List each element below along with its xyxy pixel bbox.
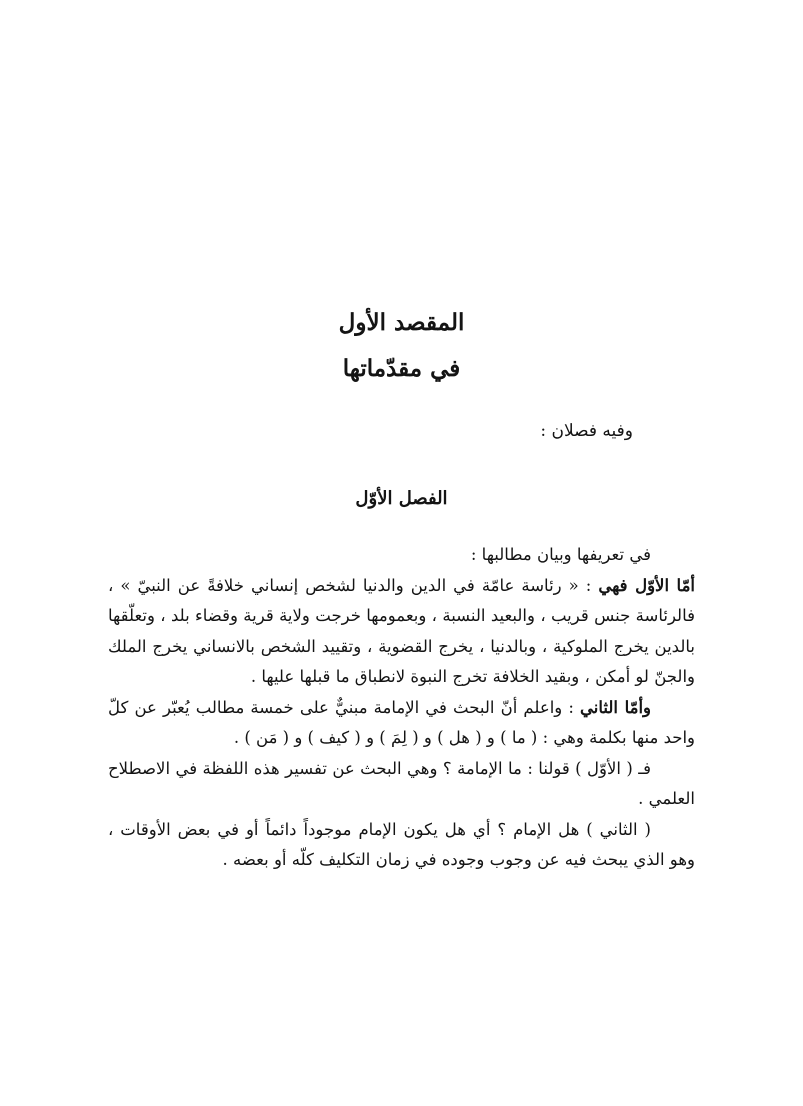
paragraph-fourth: ( الثاني ) هل الإمام ؟ أي هل يكون الإمام موجوداً دائماً أو في بعض الأوقات ، وهو الذي يبحث فيه عن وجوب وجوده في زمان التكليف كلّه أو بعضه . [108, 819, 695, 869]
paragraph-second-text: : واعلم أنّ البحث في الإمامة مبنيٌّ على خمسة مطالب يُعبّر عن كلّ واحد منها بكلمة وهي : ( ما ) و ( هل ) و ( لِمَ ) و ( كيف ) و ( مَن ) . [108, 697, 695, 747]
paragraph-second-lead: وأمّا الثاني [580, 697, 651, 717]
paragraph-first [108, 571, 695, 693]
paragraph-first-text: : « رئاسة عامّة في الدين والدنيا لشخص إنساني خلافةً عن النبيّ » ، فالرئاسة جنس قريب ، والبعيد النسبة ، وبعمومها خرجت ولاية قرية وقضاء بلد ، وتعلّقها بالدين يخرج الملوكية ، وبالدنيا ، يخرج القضوية ، وتقييد الشخص بالانساني يخرج الملك والجنّ لو أمكن ، وبقيد الخلافة تخرج النبوة لانطباق ما قبلها عليها . [108, 575, 695, 686]
paragraph-first-lead: أمّا الأوّل فهي [598, 575, 695, 595]
paragraph-second [108, 693, 695, 754]
chapter-subtitle: في مقدّماتها [342, 355, 461, 382]
chapter-title: المقصد الأول [338, 309, 465, 336]
chapter-intro: وفيه فصلان : [540, 421, 633, 441]
paragraph-intro: في تعريفها وبيان مطالبها : [470, 545, 651, 564]
section-heading: الفصل الأوّل [355, 488, 448, 509]
body-text [108, 540, 695, 876]
paragraph-third: فـ ( الأوّل ) قولنا : ما الإمامة ؟ وهي البحث عن تفسير هذه اللفظة في الاصطلاح العلمي . [108, 758, 695, 808]
